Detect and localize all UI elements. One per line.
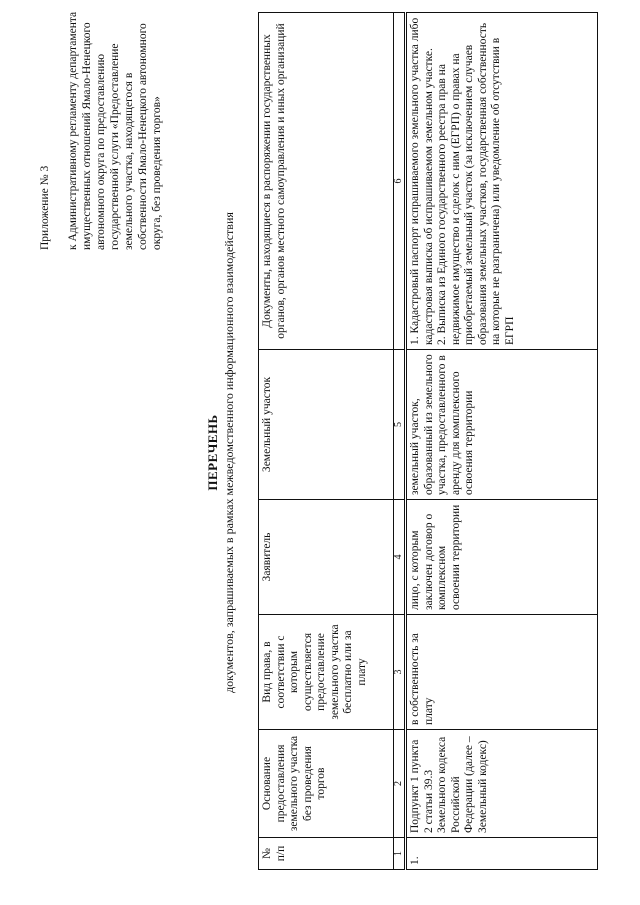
table-header-row xyxy=(259,13,394,870)
header-basis: Основание предоставления земельного участка без проведения торгов xyxy=(259,730,394,838)
header-plot: Земельный участок xyxy=(259,350,394,500)
table-row xyxy=(406,13,598,870)
row-basis: Подпункт 1 пункта 2 статьи 39.3 Земельного кодекса Российской Федерации (далее – Земельный кодекс) xyxy=(406,730,598,838)
column-number: 4 xyxy=(394,500,406,615)
documents-table xyxy=(258,12,598,870)
appendix-number: Приложение № 3 xyxy=(39,165,51,250)
row-plot: земельный участок, образованный из земельного участка, предоставленного в аренду для комплексного освоения территории xyxy=(406,350,598,500)
row-right: в собственность за плату xyxy=(406,615,598,730)
row-applicant: лицо, с которым заключен договор о комплексном освоении территории xyxy=(406,500,598,615)
column-number: 6 xyxy=(394,13,406,350)
column-number: 3 xyxy=(394,615,406,730)
column-numbers-row xyxy=(394,13,406,870)
column-number: 2 xyxy=(394,730,406,838)
document-subtitle: документов, запрашиваемых в рамках межведомственного информационного взаимодействия xyxy=(222,212,236,693)
header-documents: Документы, находящиеся в распоряжении государственных органов, органов местного самоуправления и иных организаций xyxy=(259,13,394,350)
document-item: 1. Кадастровый паспорт испрашиваемого земельного участка либо кадастровая выписка об испрашиваемом земельном участке. xyxy=(409,17,435,345)
header-right: Вид права, в соответствии с которым осуществляется предоставление земельного участка бесплатно или за плату xyxy=(259,615,394,730)
header-number: № п/п xyxy=(259,838,394,870)
column-number: 1 xyxy=(394,838,406,870)
column-number: 5 xyxy=(394,350,406,500)
row-number: 1. xyxy=(406,838,598,870)
appendix-block xyxy=(38,5,164,250)
appendix-text: к Административному регламенту департамента имущественных отношений Ямало-Ненецкого автономного округа по предоставлению государственной услуги «Предоставление земельного участка, находящегося в собственности Ямало-Ненецкого автономного округа, без проведения торгов» xyxy=(67,11,163,250)
row-documents xyxy=(406,13,598,350)
document-item: 2. Выписка из Единого государственного реестра прав на недвижимое имущество и сделок с ним (ЕГРП) о правах на приобретаемый земельный участок (за исключением случаев образования земельных участков, государственная собственность на которые не разграничена) или уведомление об отсутствии в ЕГРП xyxy=(436,22,516,345)
document-title: ПЕРЕЧЕНЬ xyxy=(205,414,220,491)
header-applicant: Заявитель xyxy=(259,500,394,615)
